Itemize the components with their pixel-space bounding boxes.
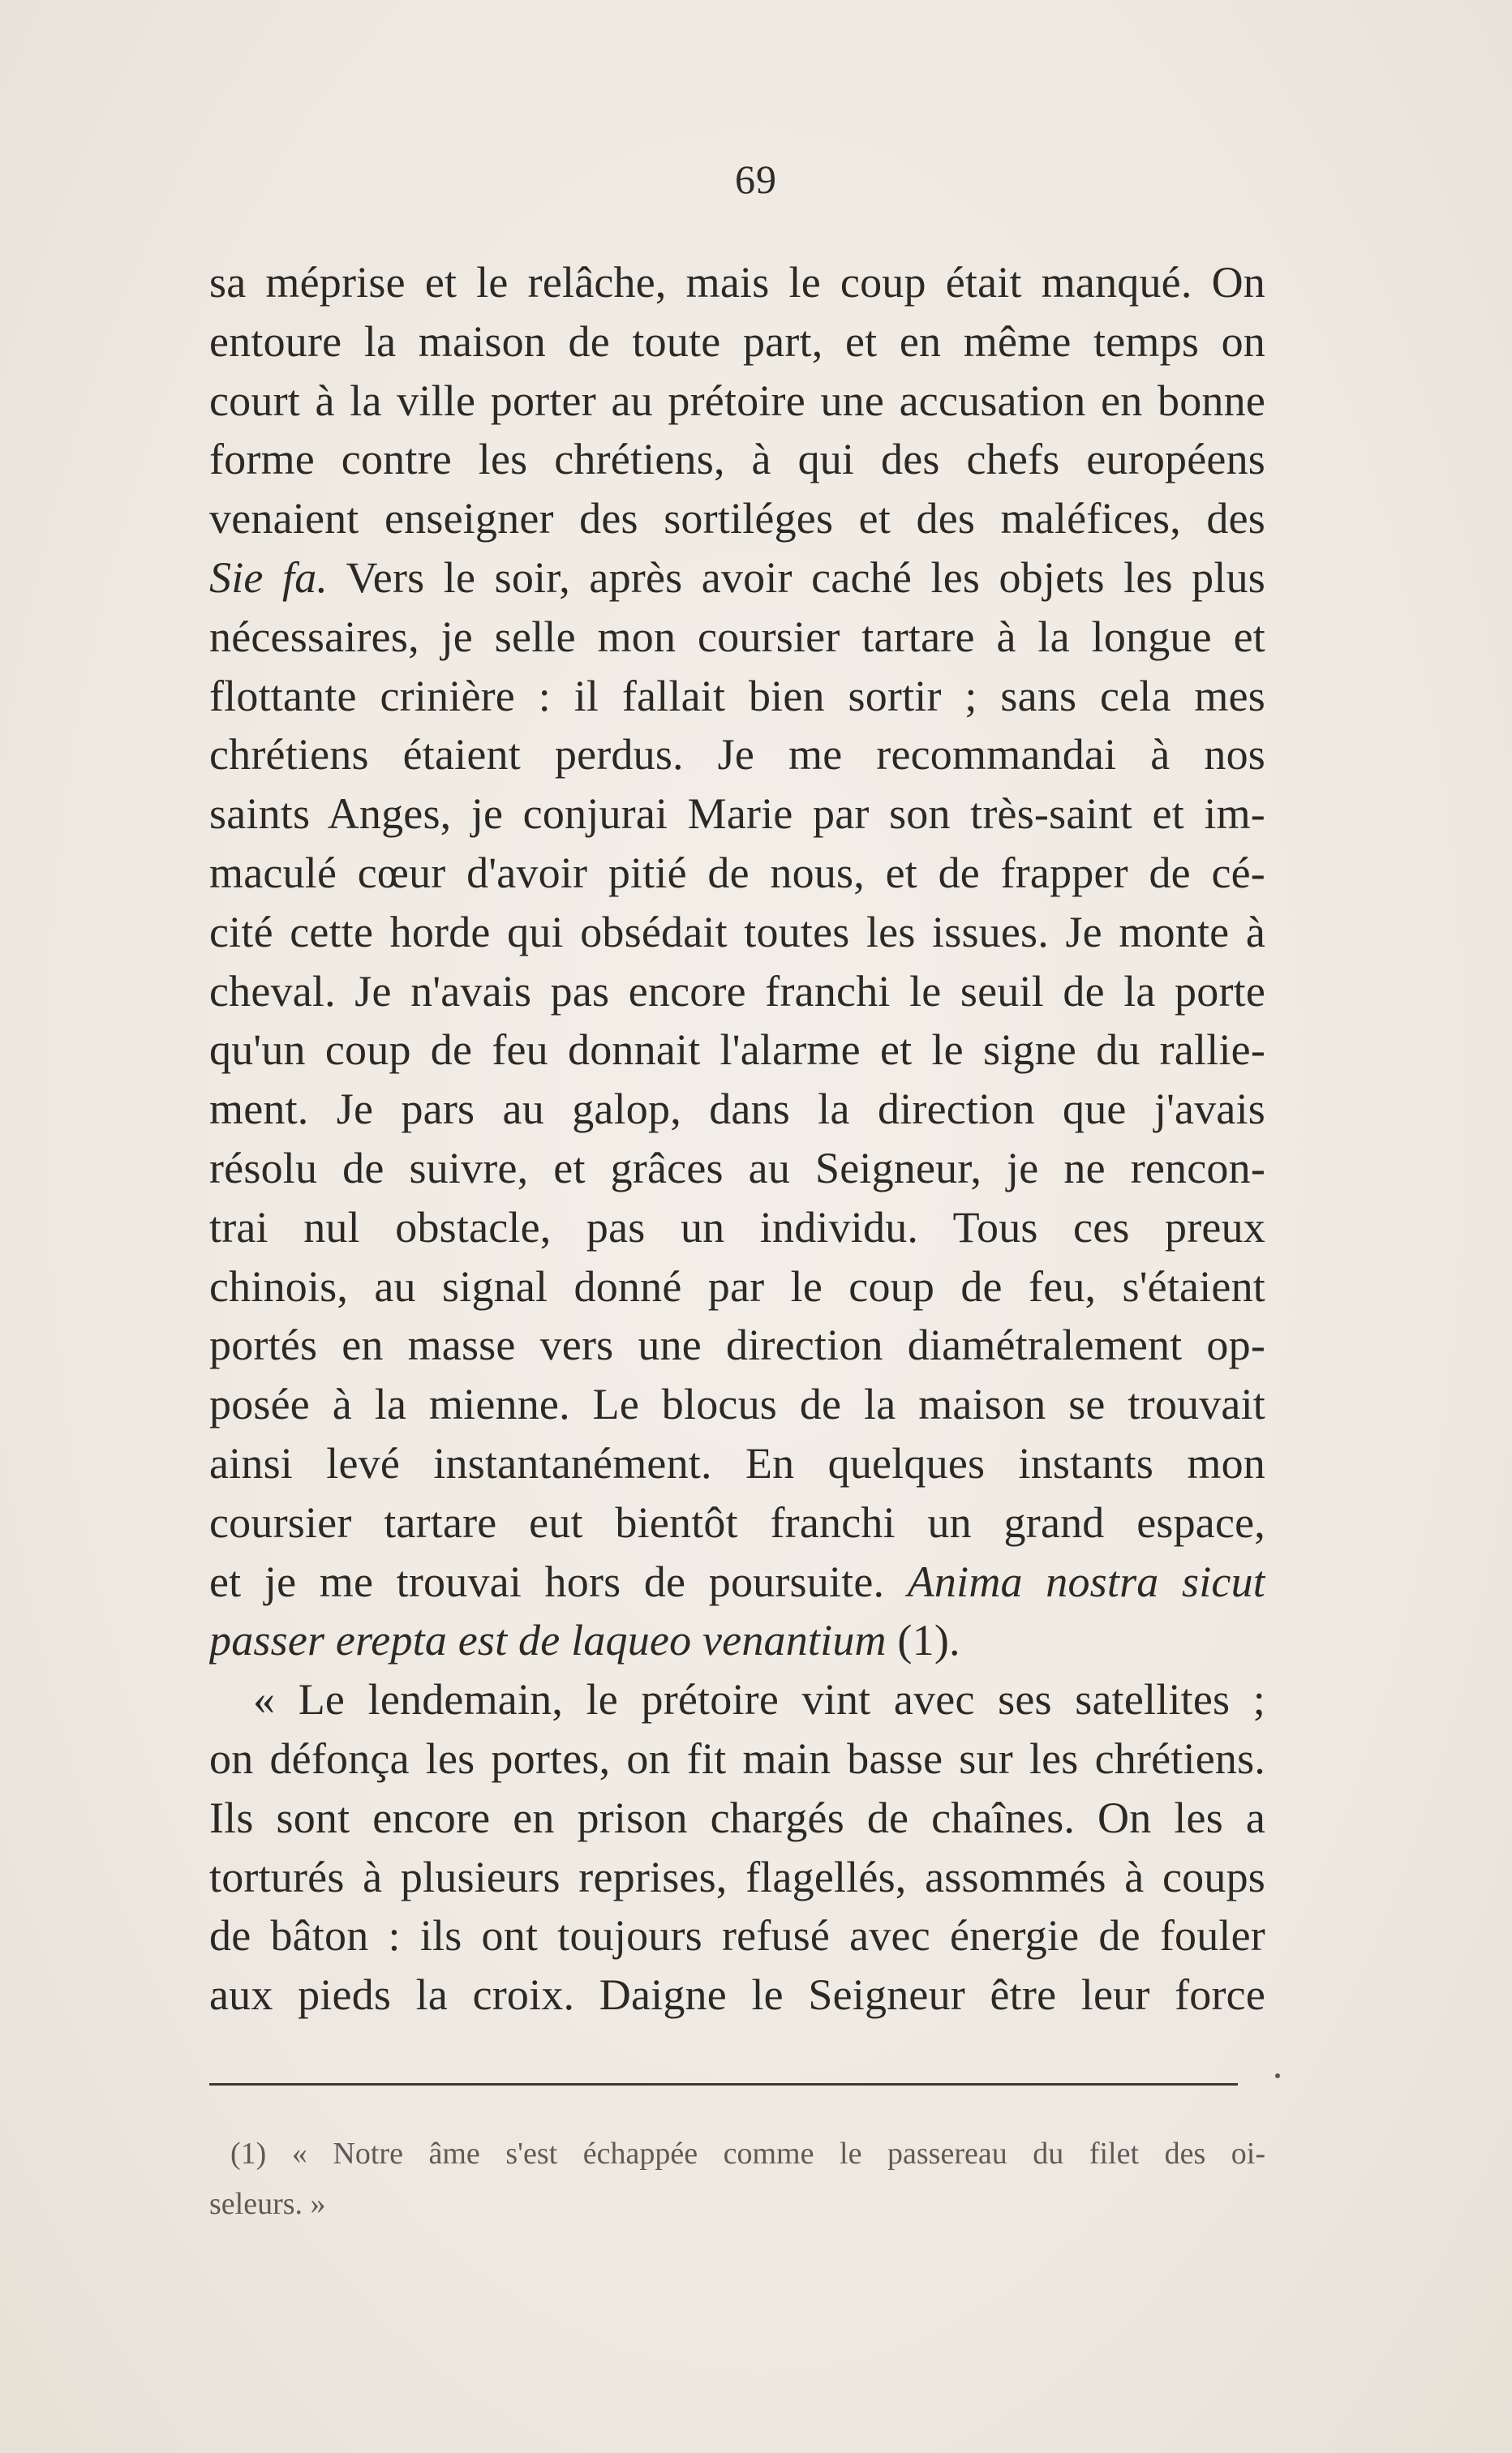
italic-phrase: Anima nostra sicut	[907, 1557, 1265, 1606]
text-span: Vers le soir, après avoir caché les objets les plus	[328, 552, 1265, 602]
text-line: aux pieds la croix. Daigne le Seigneur être leur force	[209, 1970, 1265, 2020]
footnote-divider	[209, 2083, 1238, 2086]
text-line: trai nul obstacle, pas un individu. Tous ces preux	[209, 1202, 1265, 1252]
text-line: de bâton : ils ont toujours refusé avec énergie de fouler	[209, 1911, 1265, 1961]
body-text	[209, 253, 1265, 2025]
text-span: (1).	[886, 1616, 960, 1665]
italic-phrase: passer erepta est de laqueo venantium	[209, 1616, 887, 1665]
italic-phrase: Sie fa.	[209, 552, 329, 602]
text-line: posée à la mienne. Le blocus de la maison se trouvait	[209, 1380, 1265, 1429]
page-number: 69	[735, 157, 777, 202]
text-line: on défonça les portes, on fit main basse sur les chrétiens.	[209, 1733, 1265, 1783]
text-line: maculé cœur d'avoir pitié de nous, et de frapper de cé-	[209, 848, 1265, 897]
text-line: Ils sont encore en prison chargés de chaînes. On les a	[209, 1793, 1265, 1842]
text-line: qu'un coup de feu donnait l'alarme et le signe du rallie-	[209, 1025, 1265, 1075]
text-line: chrétiens étaient perdus. Je me recommandai à nos	[209, 730, 1265, 780]
text-line: « Le lendemain, le prétoire vint avec ses satellites ;	[253, 1675, 1265, 1725]
text-line: flottante crinière : il fallait bien sortir ; sans cela mes	[209, 671, 1265, 720]
text-line: ainsi levé instantanément. En quelques instants mon	[209, 1438, 1265, 1488]
footnote-line: (1) « Notre âme s'est échappée comme le passereau du filet des oi-	[230, 2137, 1265, 2171]
text-line: nécessaires, je selle mon coursier tartare à la longue et	[209, 612, 1265, 661]
text-line: coursier tartare eut bientôt franchi un grand espace,	[209, 1497, 1265, 1547]
text-line: chinois, au signal donné par le coup de feu, s'étaient	[209, 1261, 1265, 1311]
footnote-line: seleurs. »	[209, 2187, 326, 2221]
text-line: saints Anges, je conjurai Marie par son très-saint et im-	[209, 789, 1265, 839]
text-line: portés en masse vers une direction diamétralement op-	[209, 1321, 1265, 1370]
text-span: et je me trouvai hors de poursuite.	[209, 1557, 908, 1606]
text-line	[209, 1611, 1265, 1670]
text-line	[209, 548, 1265, 608]
ink-speck	[1275, 2073, 1280, 2078]
text-line: cheval. Je n'avais pas encore franchi le seuil de la porte	[209, 966, 1265, 1016]
text-line: forme contre les chrétiens, à qui des chefs européens	[209, 435, 1265, 484]
text-line: cité cette horde qui obsédait toutes les issues. Je monte à	[209, 907, 1265, 956]
footnote	[209, 2129, 1265, 2229]
text-line: entoure la maison de toute part, et en même temps on	[209, 316, 1265, 366]
text-line: torturés à plusieurs reprises, flagellés, assommés à coups	[209, 1852, 1265, 1901]
text-line	[209, 1553, 1265, 1612]
text-line: sa méprise et le relâche, mais le coup était manqué. On	[209, 258, 1265, 307]
text-line: ment. Je pars au galop, dans la direction que j'avais	[209, 1085, 1265, 1134]
text-line: résolu de suivre, et grâces au Seigneur, je ne rencon-	[209, 1143, 1265, 1192]
text-line: venaient enseigner des sortiléges et des maléfices, des	[209, 494, 1265, 543]
text-line: court à la ville porter au prétoire une accusation en bonne	[209, 376, 1265, 425]
